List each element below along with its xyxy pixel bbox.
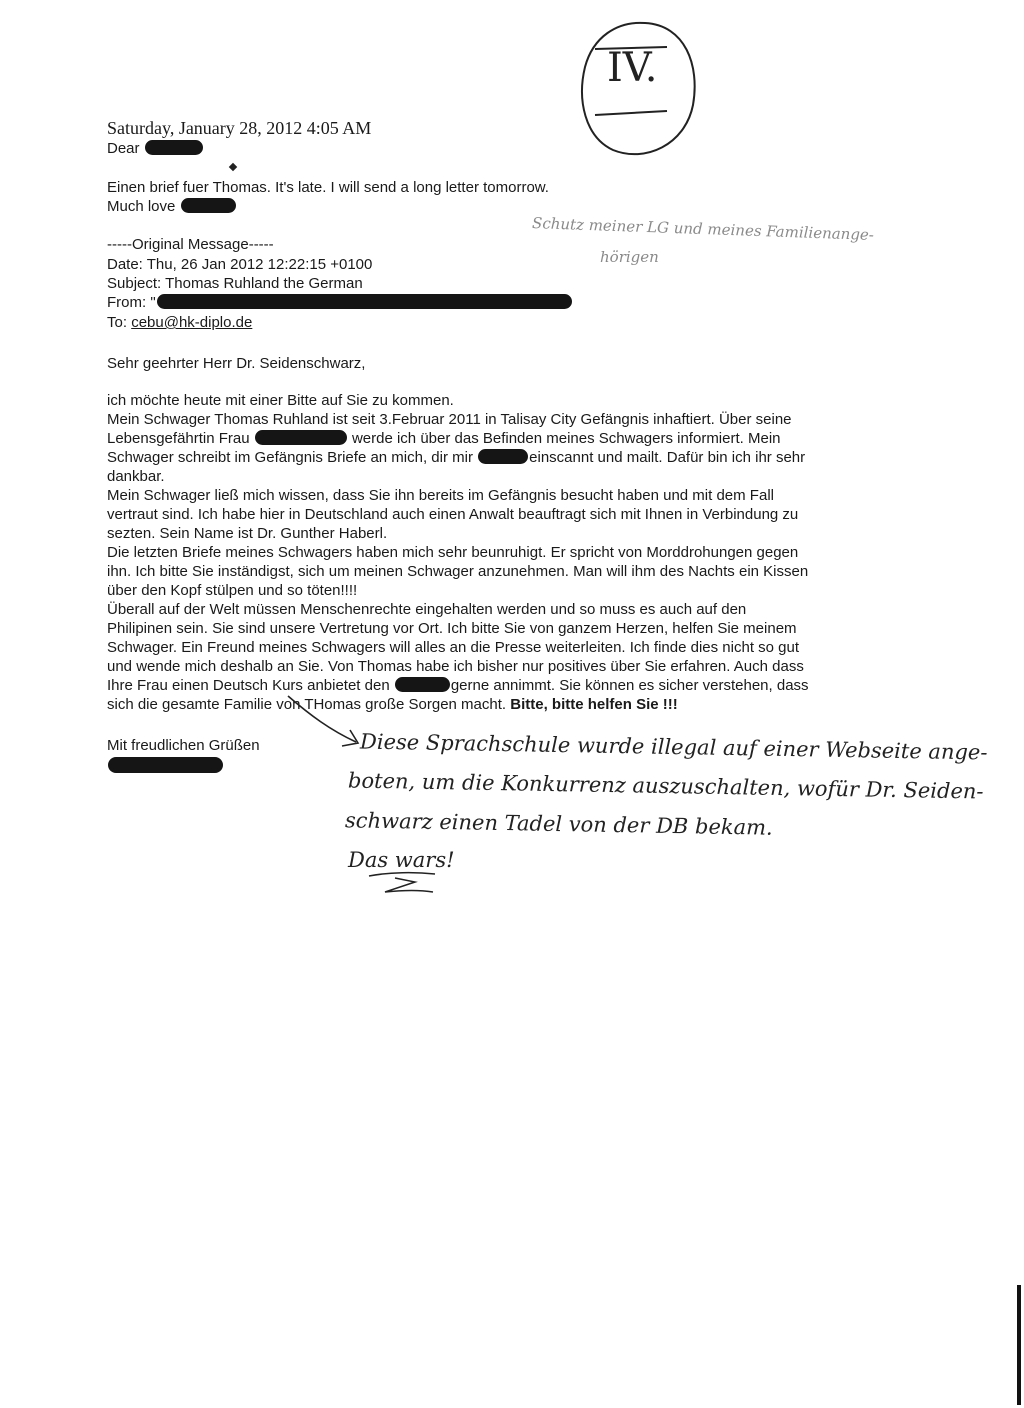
letter-line: und wende mich deshalb an Sie. Von Thomas habe ich bisher nur positives über Sie erfahren. Auch dass <box>107 658 804 675</box>
letter-line <box>107 696 678 714</box>
letter-line: ihn. Ich bitte Sie inständigst, sich um meinen Schwager anzunehmen. Man will ihm des Nachts ein Kissen <box>107 563 809 580</box>
handwritten-note-2: boten, um die Konkurrenz auszuschalten, wofür Dr. Seiden- <box>347 768 984 804</box>
letter-line <box>107 449 805 467</box>
letter-line: Mein Schwager ließ mich wissen, dass Sie ihn bereits im Gefängnis besucht haben und mit dem Fall <box>107 487 774 504</box>
letter-text: Lebensgefährtin Frau <box>107 430 250 447</box>
dear-label: Dear <box>107 140 140 157</box>
signature-redacted <box>107 757 224 776</box>
handwritten-scribble-icon <box>365 868 445 898</box>
letter-line: vertraut sind. Ich habe hier in Deutschland auch einen Anwalt beauftragt sich mit Ihnen in Verbindung zu <box>107 506 799 523</box>
letter-line: sezten. Sein Name ist Dr. Gunther Haberl. <box>107 525 388 542</box>
letter-text: werde ich über das Befinden meines Schwagers informiert. Mein <box>351 430 781 447</box>
redaction <box>108 757 223 773</box>
original-subject: Subject: Thomas Ruhland the German <box>107 275 363 292</box>
letter-text: einscannt und mailt. Dafür bin ich ihr sehr <box>529 449 806 466</box>
handwritten-note-3: schwarz einen Tadel von der DB bekam. <box>344 808 773 840</box>
roman-numeral-text: IV. <box>607 45 658 91</box>
letter-closing: Mit freudlichen Grüßen <box>107 737 260 754</box>
redaction <box>145 140 203 155</box>
to-email-link[interactable]: cebu@hk-diplo.de <box>131 314 253 331</box>
reply-line-1: Einen brief fuer Thomas. It's late. I will send a long letter tomorrow. <box>107 179 549 196</box>
letter-line: Überall auf der Welt müssen Menschenrechte eingehalten werden und so muss es auch auf den <box>107 601 747 618</box>
reply-line-2 <box>107 198 237 216</box>
letter-text: Ihre Frau einen Deutsch Kurs anbietet den <box>107 677 390 694</box>
handwritten-arrow-icon <box>280 690 370 760</box>
letter-text: sich die gesamte Familie von THomas große Sorgen macht. <box>107 696 511 713</box>
plea-bold-text: Bitte, bitte helfen Sie !!! <box>510 696 678 713</box>
letter-line: Die letzten Briefe meines Schwagers haben mich sehr beunruhigt. Er spricht von Morddrohungen gegen <box>107 544 799 561</box>
letter-line: dankbar. <box>107 468 165 485</box>
handwritten-note-4: Das wars! <box>348 848 455 872</box>
letter-line: Mein Schwager Thomas Ruhland ist seit 3.Februar 2011 in Talisay City Gefängnis inhaftiert. Über seine <box>107 411 792 428</box>
letter-salutation: Sehr geehrter Herr Dr. Seidenschwarz, <box>107 355 366 372</box>
margin-note-2: hörigen <box>600 248 659 266</box>
original-to <box>107 314 252 332</box>
redaction <box>478 449 528 464</box>
dear-line <box>107 140 204 158</box>
much-love-label: Much love <box>107 198 176 215</box>
ink-speck <box>229 163 237 171</box>
original-from <box>107 294 573 312</box>
letter-line: über den Kopf stülpen und so töten!!!! <box>107 582 358 599</box>
letter-paragraph-1: ich möchte heute mit einer Bitte auf Sie zu kommen. <box>107 392 454 409</box>
redaction <box>181 198 236 213</box>
margin-note-1: Schutz meiner LG und meines Familienange- <box>531 214 875 244</box>
letter-line: Philipinen sein. Sie sind unsere Vertretung vor Ort. Ich bitte Sie von ganzem Herzen, helfen Sie meinem <box>107 620 797 637</box>
to-label: To: <box>107 314 132 331</box>
redaction <box>395 677 450 692</box>
original-message-divider: -----Original Message----- <box>107 236 274 253</box>
redaction <box>157 294 572 309</box>
letter-text: Schwager schreibt im Gefängnis Briefe an mich, dir mir <box>107 449 473 466</box>
redaction <box>255 430 347 445</box>
letter-text: gerne annimmt. Sie können es sicher verstehen, dass <box>450 677 809 694</box>
letter-line <box>107 677 809 695</box>
handwritten-note-1: Diese Sprachschule wurde illegal auf einer Webseite ange- <box>359 729 988 765</box>
letter-line: Schwager. Ein Freund meines Schwagers will alles an die Presse weiterleiten. Ich finde dies nicht so gut <box>107 639 800 656</box>
email-date-line: Saturday, January 28, 2012 4:05 AM <box>107 118 372 138</box>
from-label: From: " <box>107 294 156 311</box>
letter-line <box>107 430 781 448</box>
scan-edge-mark <box>1017 1285 1021 1405</box>
original-date: Date: Thu, 26 Jan 2012 12:22:15 +0100 <box>107 256 373 273</box>
